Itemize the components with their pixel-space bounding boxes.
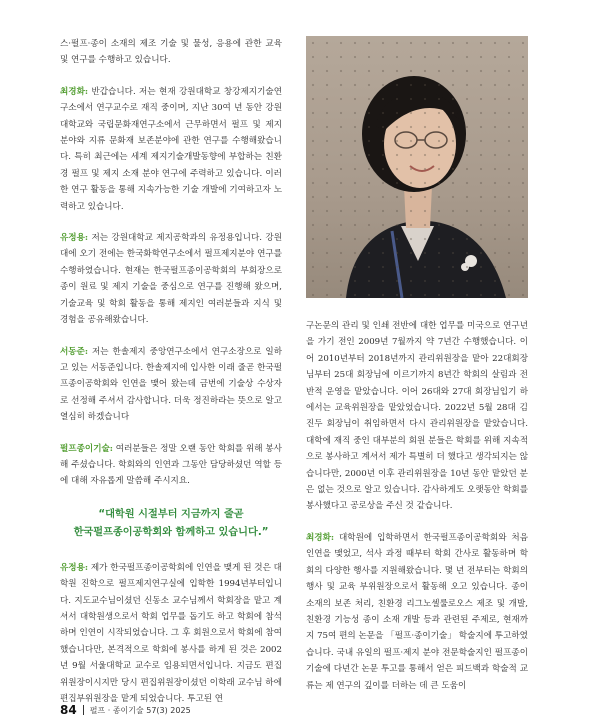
answer-yoo-continued: 구논문의 관리 및 인쇄 전반에 대한 업무를 미국으로 연구년을 가기 전인 2009년 7월까지 약 7년간 수행했습니다. 이어 2010년부터 2018년까지 관리위원장을 맡아 22대회장님부터 25대 회장님에 이르기까지 8년간 학회의 살림과 전반적 운영을 맡았습니다. 이어 26대와 27대 회장님입기 하에서는 교육위원장을 맡았었습니다. 2022년 5월 28대 김진두 회장님이 취임하면서 다시 관리위원장을 맡았습니다. 대학에 재직 중인 대부분의 회원 분들은 학회를 위해 지속적으로 봉사하고 계셔서 제가 특별히 더 했다고 생각되지는 않습니다만, 2000년 이후 관리위원장을 10년 동안 맡았던 분은 없는 것으로 알고 있습니다. 감사하게도 오랫동안 학회를 봉사했다고 공로상을 주신 것 같습니다. bbox=[306, 321, 528, 512]
speaker-name: 유정용: bbox=[60, 233, 89, 244]
speaker-name: 최경화: bbox=[60, 86, 89, 97]
answer-yoo-2 bbox=[60, 560, 282, 708]
quote-close-mark: ” bbox=[261, 526, 269, 538]
answer-choi-2 bbox=[306, 530, 528, 694]
speaker-name: 펄프종이기술: bbox=[60, 443, 113, 454]
portrait-photo bbox=[306, 36, 528, 298]
footer-divider bbox=[83, 705, 84, 715]
interviewer-question bbox=[60, 441, 282, 490]
left-column bbox=[60, 36, 282, 722]
quote-line-1: 대학원 시절부터 지금까지 줄곧 bbox=[105, 508, 244, 520]
quote-line-2: 한국펄프종이공학회와 함께하고 있습니다. bbox=[73, 526, 262, 538]
page-number: 84 bbox=[60, 703, 77, 717]
page-footer bbox=[60, 703, 191, 717]
question-text: 여러분들은 정말 오랜 동안 학회를 위해 봉사해 주셨습니다. 학회와의 인연과 그동안 담당하셨던 역할 등에 대해 자유롭게 말씀해 주시지요. bbox=[60, 443, 282, 487]
answer-seo bbox=[60, 344, 282, 426]
speaker-name: 유정용: bbox=[60, 562, 89, 573]
answer-choi bbox=[60, 84, 282, 215]
intro-continuation: 스·펄프·종이 소재의 제조 기술 및 물성, 응용에 관한 교육 및 연구를 수행하고 있습니다. bbox=[60, 39, 282, 66]
speaker-name: 서동준: bbox=[60, 346, 89, 357]
answer-text: 반갑습니다. 저는 현재 강원대학교 창강제지기술연구소에서 연구교수로 재직 중이며, 지난 30여 년 동안 강원대학교와 국립문화재연구소에서 근무하면서 펄프 및 제지 분야와 지류 문화재 보존분야에 관한 연구를 수행해왔습니다. 특히 최근에는 세계 제지기술개발동향에 부합하는 친환경 펄프 및 제지 소재 분야 연구에 주력하고 있습니다. 이러한 연구 활동을 통해 지속가능한 기술 개발에 기여하고자 노력하고 있습니다. bbox=[60, 86, 282, 212]
wall-background bbox=[306, 36, 528, 298]
quote-open-mark: “ bbox=[98, 508, 106, 520]
answer-text: 저는 한솔제지 중앙연구소에서 연구소장으로 일하고 있는 서동준입니다. 한솔제지에 입사한 이래 줄곧 한국펄프종이공학회와 인연을 맺어 왔는데 금번에 기술상 수상자로 선정해 주셔서 감사합니다. 더욱 정진하라는 뜻으로 알고 열심히 하겠습니다 bbox=[60, 346, 282, 423]
answer-yoo bbox=[60, 230, 282, 328]
answer-text: 저는 강원대학교 제지공학과의 유정용입니다. 강원대에 오기 전에는 한국화학연구소에서 펄프제지분야 연구를 수행하였습니다. 현재는 한국펄프종이공학회의 부회장으로 종이 원료 및 제지 기술을 중심으로 연구를 진행해 왔으며, 기술교육 및 학회 활동을 통해 제지인 여러분들과 지식 및 경험을 공유해왔습니다. bbox=[60, 233, 282, 326]
answer-text: 제가 한국펄프종이공학회에 인연을 맺게 된 것은 대학원 진학으로 펄프제지연구실에 입학한 1994년부터입니다. 지도교수님이셨던 신동소 교수님께서 학회장을 맡고 계셔서 대학원생으로서 학회 업무를 돕기도 하고 학회에 참석하며 인연이 시작되었습니다. 그 후 회원으로서 학회에 참여했습니다만, 본격적으로 학회에 봉사를 하게 된 것은 2002년 9월 서울대학교 교수로 임용되면서입니다. 지금도 편집위원장이시지만 당시 편집위원장이셨던 이학래 교수님 하에 편집부위원장을 맡게 되었습니다. 투고된 연 bbox=[60, 562, 282, 704]
pull-quote bbox=[60, 506, 282, 542]
journal-name: 펄프 · 종이기술 57(3) 2025 bbox=[89, 705, 191, 715]
speaker-name: 최경화: bbox=[306, 532, 335, 543]
answer-text: 대학원에 입학하면서 한국펄프종이공학회와 처음 인연을 맺었고, 석사 과정 때부터 학회 간사로 활동하며 학회의 다양한 행사를 지원해왔습니다. 몇 년 전부터는 학회의 행사 및 교육 부위원장으로서 활동해 오고 있습니다. 종이 소재의 보존 처리, 친환경 리그노셀룰로오스 제조 및 개발, 친환경 기능성 종이 소재 개발 등과 관련된 주제로, 현재까지 75여 편의 논문을 「펄프·종이기술」 학술지에 투고하였습니다. 국내 유일의 펄프·제지 분야 전문학술지인 펄프종이기술에 다년간 논문 투고를 통해서 얻은 피드백과 학술적 교류는 제 연구의 깊이를 더하는 데 큰 도움이 bbox=[306, 532, 528, 691]
right-column bbox=[306, 318, 528, 709]
